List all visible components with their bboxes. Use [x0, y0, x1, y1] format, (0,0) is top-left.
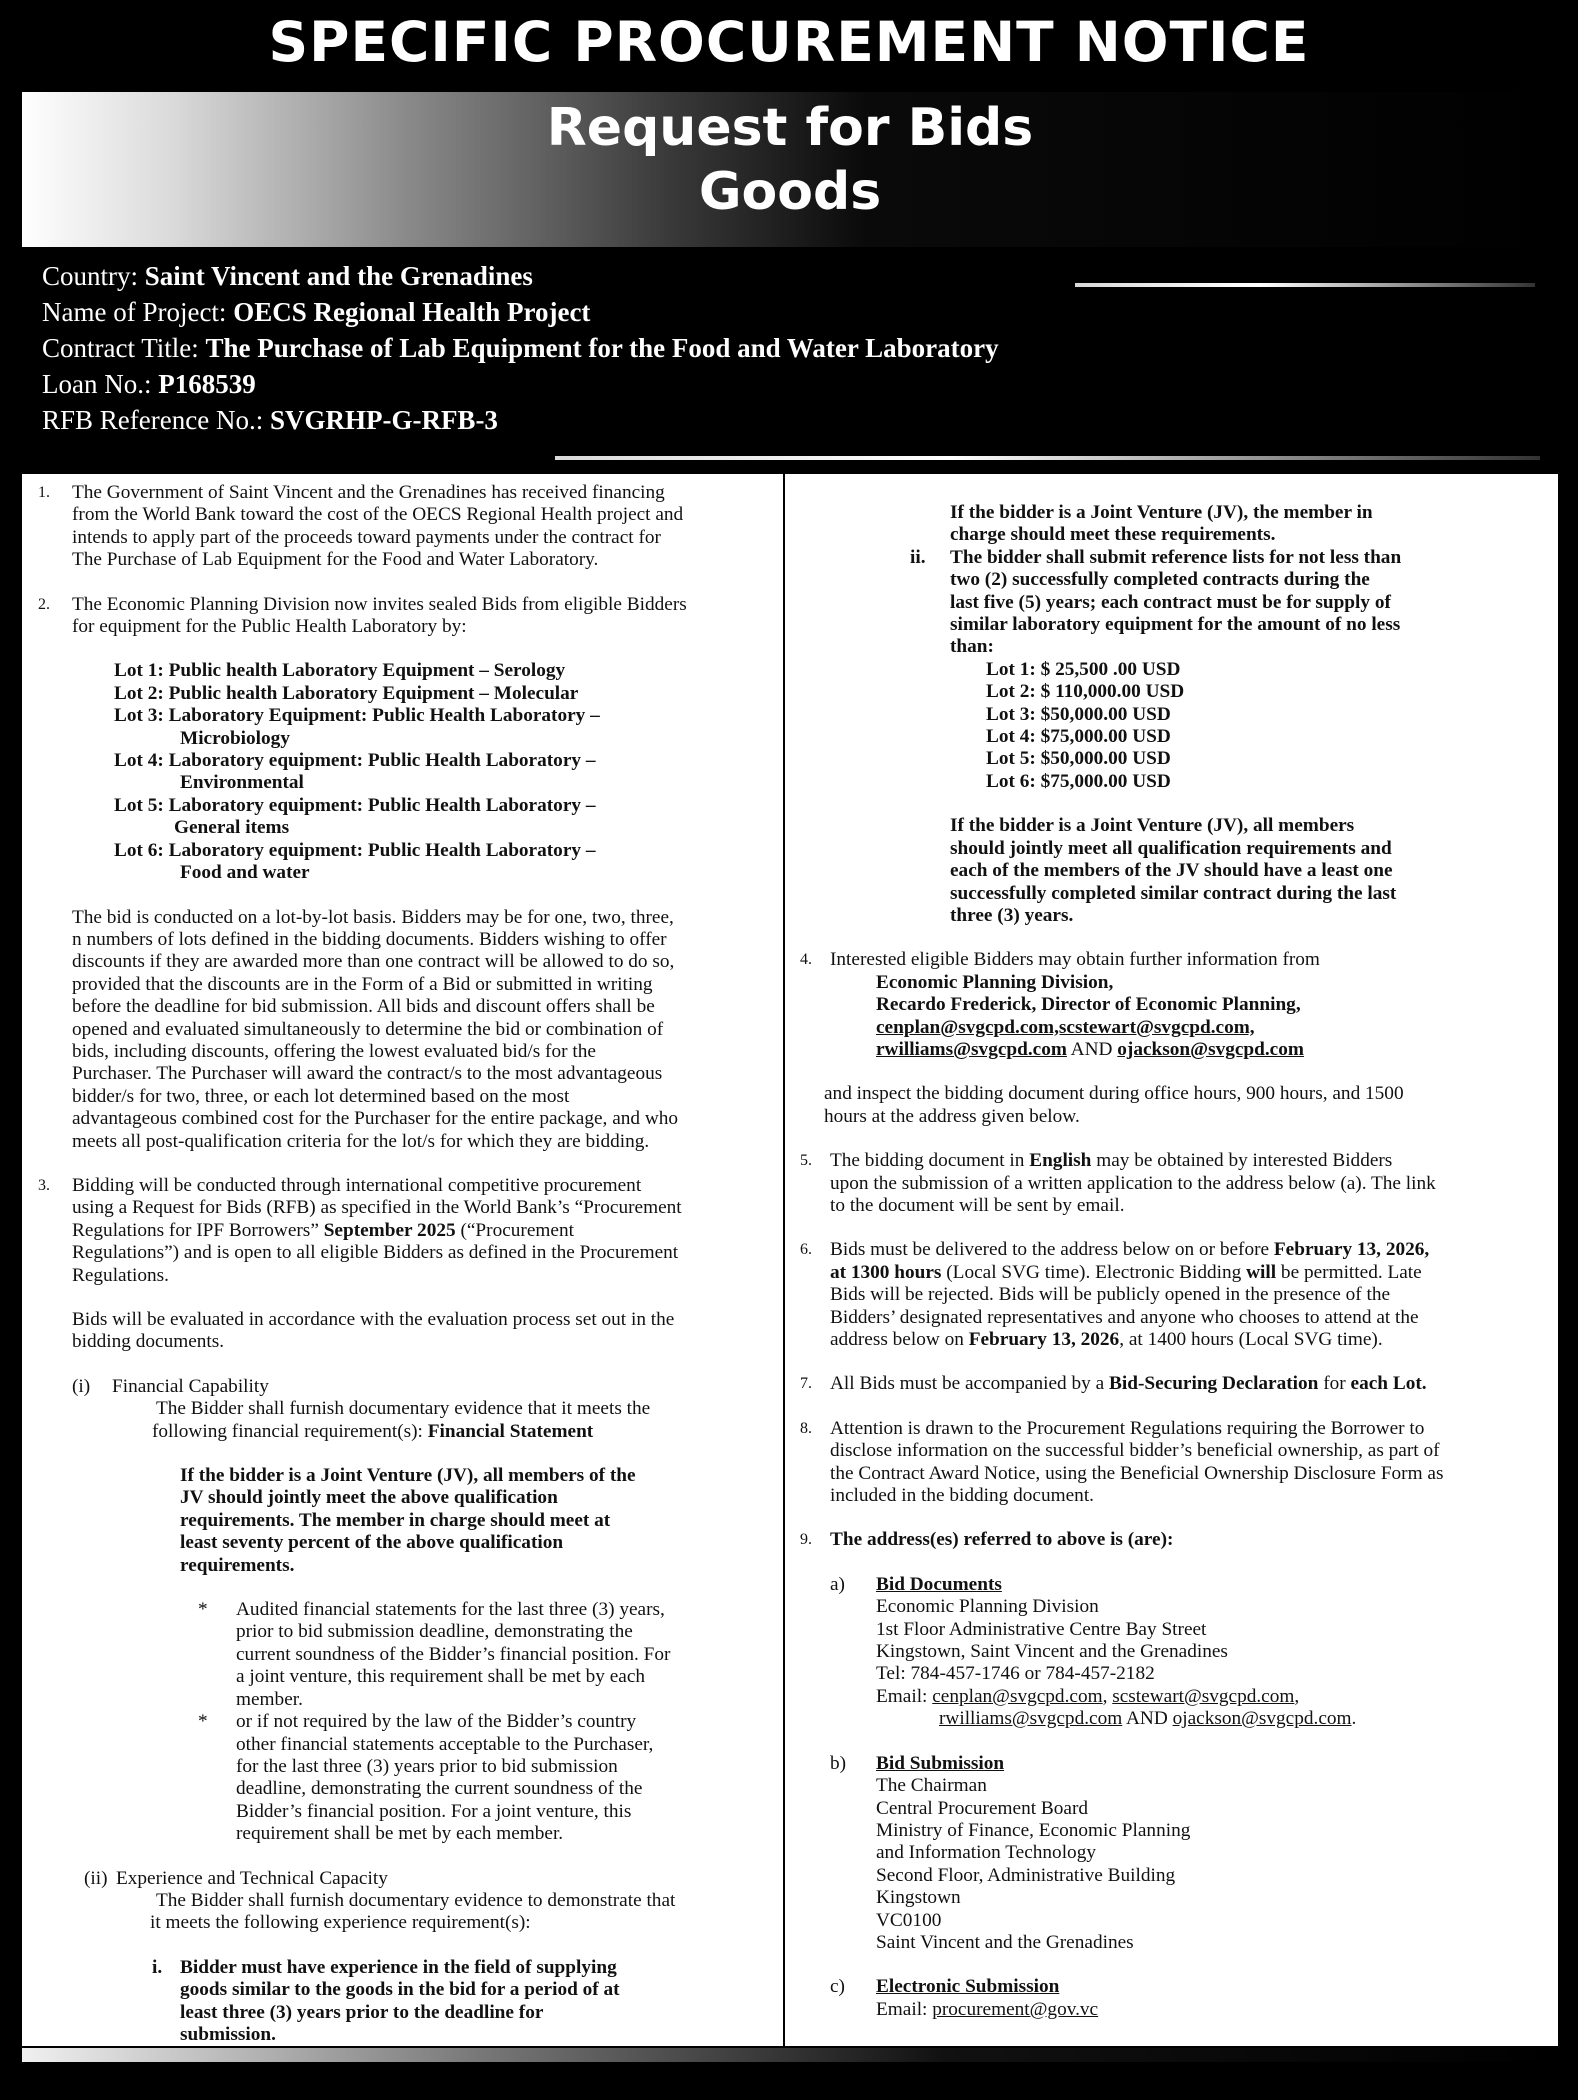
notice-title: SPECIFIC PROCUREMENT NOTICE	[268, 10, 1310, 74]
experience-requirement-i: i. Bidder must have experience in the field of supplying goods similar to the goods in the bid for a period of at least three (3) years prior to the deadline for submission.	[152, 1956, 620, 2045]
email-link[interactable]: rwilliams@svgcpd.com	[939, 1708, 1123, 1730]
lot-amount-list: Lot 1: $ 25,500 .00 USD Lot 2: $ 110,000.00 USD Lot 3: $50,000.00 USD Lot 4: $75,000.00 USD Lot 5: $50,000.00 USD Lot 6: $75,000.00 USD	[986, 658, 1185, 792]
contact-email-link[interactable]: cenplan@svgcpd.com,scstewart@svgcpd.com,	[876, 1016, 1255, 1038]
email-link[interactable]: ojackson@svgcpd.com	[1172, 1708, 1352, 1730]
bid-submission-heading: Bid Submission	[876, 1752, 1005, 1774]
project-details	[42, 258, 999, 438]
address-bid-documents: a) Bid Documents Economic Planning Division 1st Floor Administrative Centre Bay Street Kingstown, Saint Vincent and the Grenadines Tel: 784-457-1746 or 784-457-2182 Email: cenplan@svgcpd.com, scstewart@svgcpd.com, rwilliams@svgcpd.com AND ojackson@svgcpd.com.	[800, 1574, 1525, 1731]
lot-2: Lot 2: Public health Laboratory Equipment – Molecular	[114, 682, 579, 704]
paragraph-4: 4. Interested eligible Bidders may obtain further information from	[800, 949, 1320, 971]
reference-list-requirement: ii. The bidder shall submit reference lists for not less than two (2) successfully completed contracts during the last five (5) years; each contract must be for supply of similar laboratory equipment for the amount of no less than:	[910, 546, 1402, 658]
bottom-gradient-bar	[22, 2048, 1558, 2062]
jv-member-in-charge: If the bidder is a Joint Venture (JV), the member in charge should meet these requirements.	[950, 502, 1373, 546]
country-field: Country: Saint Vincent and the Grenadines	[42, 261, 533, 291]
paragraph-8: 8. Attention is drawn to the Procurement Regulations requiring the Borrower to disclose information on the successful bidder’s beneficial ownership, as part of the Contract Award Notice, using the Beneficial Ownership Disclosure Form as included in the bidding document.	[800, 1417, 1444, 1507]
experience-capacity-title: Experience and Technical Capacity	[116, 1867, 388, 1889]
paragraph-7: 7. All Bids must be accompanied by a Bid-Securing Declaration for each Lot.	[800, 1373, 1427, 1395]
email-link[interactable]: cenplan@svgcpd.com	[932, 1685, 1103, 1707]
evaluation-paragraph: Bids will be evaluated in accordance with the evaluation process set out in the bidding documents.	[72, 1309, 675, 1353]
lot-list: Lot 1: Public health Laboratory Equipment – Serology Lot 2: Public health Laboratory Equipment – Molecular Lot 3: Laboratory Equipment: Public Health Laboratory – Microbiology Lot 4: Laboratory equipment: Public Health Laboratory – Environmental Lot 5: Laboratory equipment: Public Health Laboratory – General items Lot 6: Laboratory equipment: Public Health Laboratory – Food and water	[38, 660, 768, 884]
jv-financial-requirement: If the bidder is a Joint Venture (JV), all members of the JV should jointly meet the above qualification requirements. The member in charge should meet at least seventy percent of the above qualification requirements.	[180, 1465, 636, 1576]
lot-3: Lot 3: Laboratory Equipment: Public Health Laboratory –	[114, 705, 600, 727]
rfb-reference-field: RFB Reference No.: SVGRHP-G-RFB-3	[42, 405, 498, 435]
banner-subtitle-rfb: Request for Bids	[546, 98, 1034, 158]
column-divider	[783, 474, 785, 2046]
financial-capability: (i) Financial Capability	[38, 1376, 768, 1398]
experience-capacity: (ii) Experience and Technical Capacity	[38, 1868, 768, 1890]
paragraph-9: 9. The address(es) referred to above is (are):	[800, 1529, 1174, 1551]
lot-1: Lot 1: Public health Laboratory Equipment – Serology	[114, 660, 566, 682]
jv-all-members: If the bidder is a Joint Venture (JV), all members should jointly meet all qualification requirements and each of the members of the JV should have a least one successfully completed similar contract during the last three (3) years.	[950, 815, 1397, 926]
title-banner	[22, 92, 1558, 247]
lot-6: Lot 6: Laboratory equipment: Public Health Laboratory –	[114, 839, 596, 861]
electronic-submission-heading: Electronic Submission	[876, 1976, 1060, 1998]
paragraph-3: 3. Bidding will be conducted through international competitive procurement using a Request for Bids (RFB) as specified in the World Bank’s “Procurement Regulations for IPF Borrowers” September 2025 (“Procurement Regulations”) and is open to all eligible Bidders as defined in the Procurement Regulations.	[38, 1174, 682, 1286]
procurement-email-link[interactable]: procurement@gov.vc	[932, 1998, 1099, 2020]
contact-email-link[interactable]: ojackson@svgcpd.com	[1117, 1038, 1304, 1060]
paragraph-5: 5. The bidding document in English may be obtained by interested Bidders upon the submission of a written application to the address below (a). The link to the document will be sent by email.	[800, 1150, 1436, 1216]
paragraph-2: 2. The Economic Planning Division now invites sealed Bids from eligible Bidders for equipment for the Public Health Laboratory by:	[38, 593, 687, 638]
paragraph-1: 1. The Government of Saint Vincent and the Grenadines has received financing from the World Bank toward the cost of the OECS Regional Health project and intends to apply part of the proceeds toward payments under the contract for The Purchase of Lab Equipment for the Food and Water Laboratory.	[38, 482, 684, 571]
address-bid-submission: b) Bid Submission The Chairman Central Procurement Board Ministry of Finance, Economic Planning and Information Technology Second Floor, Administrative Building Kingstown VC0100 Saint Vincent and the Grenadines	[800, 1753, 1525, 1955]
bid-documents-heading: Bid Documents	[876, 1573, 1002, 1595]
financial-capability-title: Financial Capability	[112, 1375, 269, 1397]
bullet-audited-statements: * Audited financial statements for the last three (3) years, prior to bid submission deadline, demonstrating the current soundness of the Bidder’s financial position. For a joint venture, this requirement shall be met by each member.	[198, 1599, 671, 1710]
lot-4: Lot 4: Laboratory equipment: Public Health Laboratory –	[114, 750, 596, 772]
address-electronic-submission: c) Electronic Submission Email: procurement@gov.vc	[800, 1976, 1525, 2021]
contact-email-link[interactable]: rwilliams@svgcpd.com	[876, 1038, 1067, 1060]
project-name-field: Name of Project: OECS Regional Health Project	[42, 297, 591, 327]
left-column: 1. The Government of Saint Vincent and the Grenadines has received financing from the World Bank toward the cost of the OECS Regional Health project and intends to apply part of the proceeds toward payments under the contract for The Purchase of Lab Equipment for the Food and Water Laboratory. 2. The Economic Planning Division now invites sealed Bids from eligible Bidders for equipment for the Public Health Laboratory by: Lot 1: Public health Laboratory Equipment – Serology Lot 2: Public health Laboratory Equipment – Molecular Lot 3: Laboratory Equipment: Public Health Laboratory – Microbiology Lot 4: Laboratory equipment: Public Health Laboratory – Environmental Lot 5: Laboratory equipment: Public Health Laboratory – General items Lot 6: Laboratory equipment: Public Health Laboratory – Food and water The bid is conducted on a lot-by-lot basis. Bidders may be for one, two, three, n numbers of lots defined in the bidding documents. Bidders wishing to offer discounts if they are awarded more than one contract will be allowed to do so, provided that the discounts are in the Form of a Bid or submitted in writing before the deadline for bid submission. All bids and discount offers shall be opened and evaluated simultaneously to determine the bid or combination of bids, including discounts, offering the lowest evaluated bid/s for the Purchaser. The Purchaser will award the contract/s to the most advantageous bidder/s for two, three, or each lot determined based on the most advantageous combined cost for the Purchaser for the entire package, and who meets all post-qualification criteria for the lot/s for which they are bidding. 3. Bidding will be conducted through international competitive procurement using a Request for Bids (RFB) as specified in the World Bank’s “Procurement Regulations for IPF Borrowers” September 2025 (“Procurement Regulations”) and is open to all eligible Bidders as defined in the Procurement Regulations. Bids will be evaluated in accordance with the evaluation process set out in the bidding documents. (i) Financial Capability The Bidder shall furnish documentary evidence that it meets the following financial requirement(s): Financial Statement If the bidder is a Joint Venture (JV), all members of the JV should jointly meet the above qualification requirements. The member in charge should meet at least seventy percent of the above qualification requirements. * Audited financial statements for the last three (3) years, prior to bid submission deadline, demonstrating the current soundness of the Bidder’s financial position. For a joint venture, this requirement shall be met by each member. * or if not required by the law of the Bidder’s country other financial statements acceptable to the Purchaser, for the last three (3) years prior to bid submission deadline, demonstrating the current soundness of the Bidder’s financial position. For a joint venture, this requirement shall be met by each member. (ii) Experience and Technical Capacity The Bidder shall furnish documentary evidence to demonstrate that it meets the following experience requirement(s): i. Bidder must have experience in the field of supplying goods similar to the goods in the bid for a period of at least three (3) years prior to the deadline for submission.	[38, 482, 768, 2046]
lot-5: Lot 5: Laboratory equipment: Public Health Laboratory –	[114, 794, 596, 816]
contract-title-field: Contract Title: The Purchase of Lab Equipment for the Food and Water Laboratory	[42, 333, 999, 363]
bullet-other-statements: * or if not required by the law of the Bidder’s country other financial statements acceptable to the Purchaser, for the last three (3) years prior to bid submission deadline, demonstrating the current soundness of the Bidder’s financial position. For a joint venture, this requirement shall be met by each member.	[198, 1711, 654, 1845]
inspection-paragraph: and inspect the bidding document during office hours, 900 hours, and 1500 hours at the address given below.	[824, 1083, 1404, 1127]
header-rule-bottom	[555, 456, 1540, 460]
contact-block: Economic Planning Division, Recardo Frederick, Director of Economic Planning, cenplan@svgcpd.com,scstewart@svgcpd.com, rwilliams@svgcpd.com AND ojackson@svgcpd.com	[876, 971, 1304, 1060]
header-rule-top	[1075, 283, 1535, 287]
email-link[interactable]: scstewart@svgcpd.com	[1112, 1685, 1295, 1707]
right-column	[800, 502, 1525, 2021]
banner-subtitle-goods: Goods	[698, 162, 882, 222]
loan-no-field: Loan No.: P168539	[42, 369, 256, 399]
lot-basis-paragraph: The bid is conducted on a lot-by-lot basis. Bidders may be for one, two, three, n numbers of lots defined in the bidding documents. Bidders wishing to offer discounts if they are awarded more than one contract will be allowed to do so, provided that the discounts are in the Form of a Bid or submitted in writing before the deadline for bid submission. All bids and discount offers shall be opened and evaluated simultaneously to determine the bid or combination of bids, including discounts, offering the lowest evaluated bid/s for the Purchaser. The Purchaser will award the contract/s to the most advantageous bidder/s for two, three, or each lot determined based on the most advantageous combined cost for the Purchaser for the entire package, and who meets all post-qualification criteria for the lot/s for which they are bidding.	[72, 906, 679, 1152]
paragraph-6: 6. Bids must be delivered to the address below on or before February 13, 2026, at 1300 hours (Local SVG time). Electronic Bidding will be permitted. Late Bids will be rejected. Bids will be publicly opened in the presence of the Bidders’ designated representatives and anyone who chooses to attend at the address below on February 13, 2026, at 1400 hours (Local SVG time).	[800, 1239, 1430, 1350]
